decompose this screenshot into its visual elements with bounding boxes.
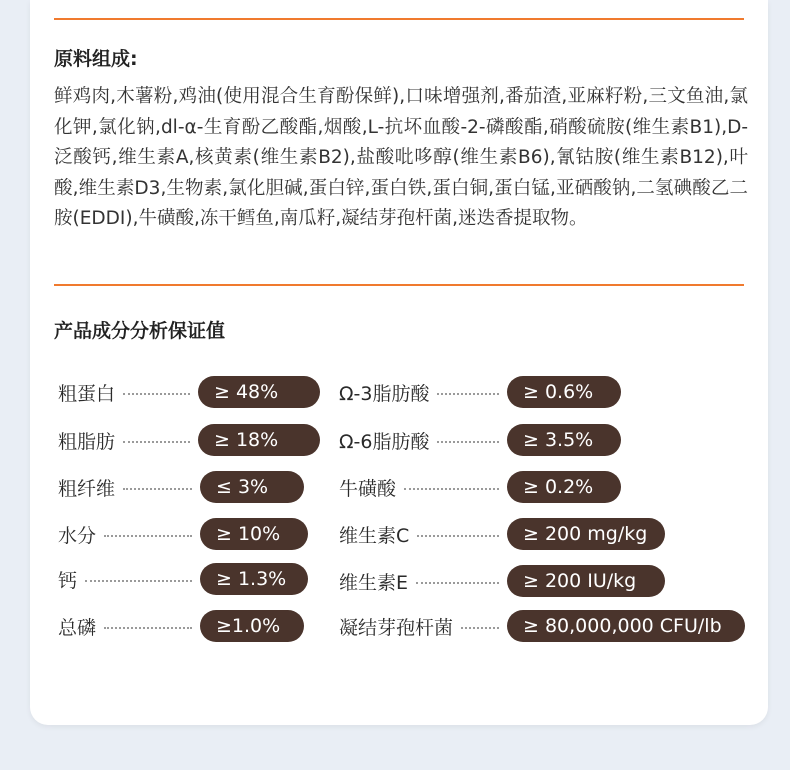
leader-dots bbox=[123, 441, 190, 443]
value-pill: ≥ 200 IU/kg bbox=[507, 565, 665, 597]
nutrient-label: 总磷 bbox=[58, 616, 97, 639]
leader-dots bbox=[123, 488, 192, 490]
leader-dots bbox=[104, 627, 192, 629]
guarantee-row bbox=[58, 471, 304, 503]
ingredients-text: 鲜鸡肉,木薯粉,鸡油(使用混合生育酚保鲜),口味增强剂,番茄渣,亚麻籽粉,三文鱼油,氯化钾,氯化钠,dl-α-生育酚乙酸酯,烟酸,L-抗坏血酸-2-磷酸酯,硝酸硫胺(维生素B1),D-泛酸钙,维生素A,核黄素(维生素B2),盐酸吡哆醇(维生素B6),氰钴胺(维生素B12),叶酸,维生素D3,生物素,氯化胆碱,蛋白锌,蛋白铁,蛋白铜,蛋白锰,亚硒酸钠,二氢碘酸乙二胺(EDDI),牛磺酸,冻干鳕鱼,南瓜籽,凝结芽孢杆菌,迷迭香提取物。 bbox=[54, 86, 748, 229]
nutrient-label: 牛磺酸 bbox=[339, 477, 397, 500]
nutrient-label: 粗蛋白 bbox=[58, 382, 116, 405]
value-pill: ≥ 80,000,000 CFU/lb bbox=[507, 610, 745, 642]
guarantee-row bbox=[339, 610, 745, 642]
guarantee-row bbox=[58, 563, 308, 595]
nutrient-label: 粗脂肪 bbox=[58, 430, 116, 453]
leader-dots bbox=[437, 441, 499, 443]
value-pill: ≥ 0.2% bbox=[507, 471, 621, 503]
guarantee-row bbox=[58, 610, 304, 642]
guarantee-row bbox=[58, 376, 320, 408]
leader-dots bbox=[437, 393, 499, 395]
leader-dots bbox=[416, 582, 499, 584]
value-pill: ≥ 1.3% bbox=[200, 563, 308, 595]
nutrient-label: Ω-3脂肪酸 bbox=[339, 382, 430, 405]
leader-dots bbox=[417, 535, 499, 537]
top-divider bbox=[54, 18, 744, 20]
guarantee-row bbox=[339, 518, 665, 550]
value-pill: ≥ 200 mg/kg bbox=[507, 518, 665, 550]
nutrient-label: 水分 bbox=[58, 524, 97, 547]
guarantee-row bbox=[339, 471, 621, 503]
guarantee-row bbox=[339, 424, 621, 456]
guarantee-title: 产品成分分析保证值 bbox=[54, 320, 226, 342]
leader-dots bbox=[461, 627, 499, 629]
guarantee-row bbox=[339, 565, 665, 597]
nutrient-label: 维生素E bbox=[339, 571, 409, 594]
leader-dots bbox=[104, 535, 192, 537]
value-pill: ≥ 10% bbox=[200, 518, 308, 550]
leader-dots bbox=[404, 488, 499, 490]
guarantee-row bbox=[58, 518, 308, 550]
value-pill: ≥ 18% bbox=[198, 424, 320, 456]
leader-dots bbox=[123, 393, 190, 395]
value-pill: ≥ 3.5% bbox=[507, 424, 621, 456]
nutrient-label: 凝结芽孢杆菌 bbox=[339, 616, 454, 639]
value-pill: ≥ 0.6% bbox=[507, 376, 621, 408]
guarantee-row bbox=[58, 424, 320, 456]
nutrient-label: Ω-6脂肪酸 bbox=[339, 430, 430, 453]
guarantee-row bbox=[339, 376, 621, 408]
ingredients-title: 原料组成: bbox=[54, 48, 138, 70]
value-pill: ≤ 3% bbox=[200, 471, 304, 503]
composition-card bbox=[30, 0, 768, 725]
nutrient-label: 粗纤维 bbox=[58, 477, 116, 500]
middle-divider bbox=[54, 284, 744, 286]
nutrient-label: 维生素C bbox=[339, 524, 410, 547]
nutrient-label: 钙 bbox=[58, 569, 78, 592]
value-pill: ≥ 48% bbox=[198, 376, 320, 408]
value-pill: ≥1.0% bbox=[200, 610, 304, 642]
leader-dots bbox=[85, 580, 192, 582]
